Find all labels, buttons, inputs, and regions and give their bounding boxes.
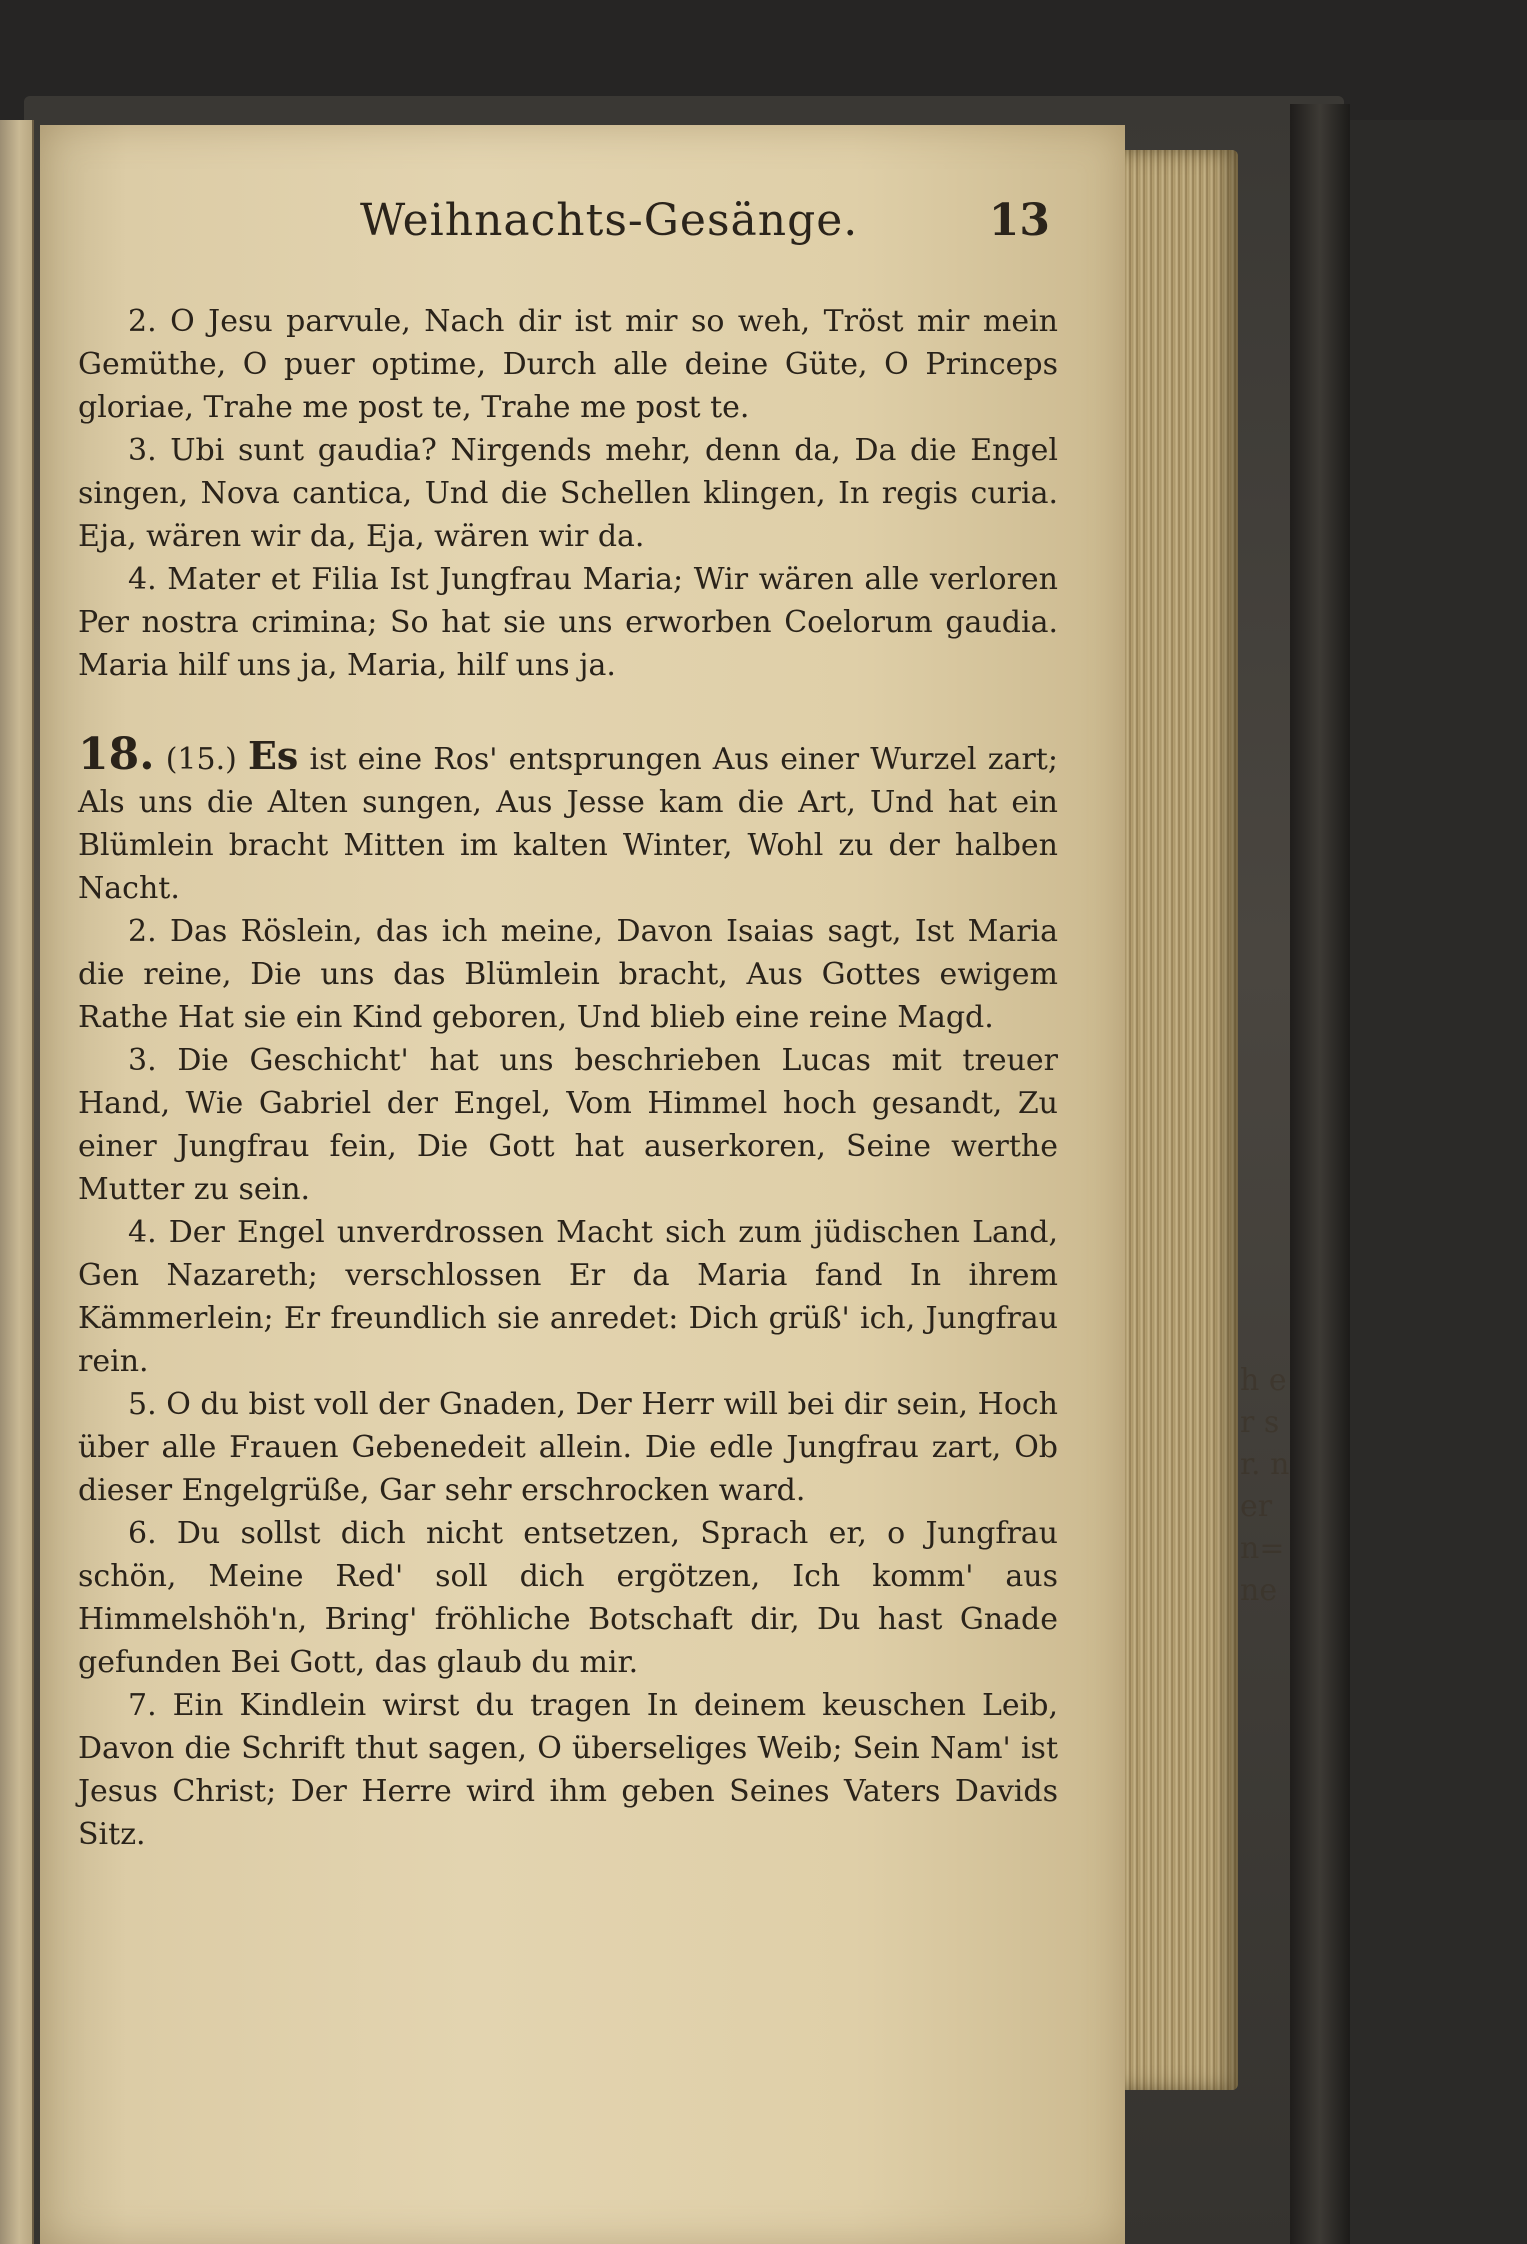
show-through-text: h e r s r. n er n= ne	[1240, 1363, 1290, 1608]
hymn-number: 18.	[78, 729, 155, 780]
page-number: 13	[988, 195, 1050, 246]
verse: 2. Das Röslein, das ich meine, Davon Isaias sagt, Ist Maria die reine, Die uns das Blümlein bracht, Aus Gottes ewigem Rathe Hat sie ein Kind geboren, Und blieb eine reine Magd.	[78, 914, 1058, 1035]
verse: 6. Du sollst dich nicht entsetzen, Sprach er, o Jungfrau schön, Meine Red' soll dich ergötzen, Ich komm' aus Himmelshöh'n, Bring' fröhliche Botschaft dir, Du hast Gnade gefunden Bei Gott, das glaub du mir.	[78, 1516, 1058, 1680]
page-text	[78, 300, 1058, 2060]
page-header	[360, 195, 1060, 255]
verse: 2. O Jesu parvule, Nach dir ist mir so weh, Tröst mir mein Gemüthe, O puer optime, Durch alle deine Güte, O Princeps gloriae, Trahe me post te, Trahe me post te.	[78, 304, 1058, 425]
verse: 4. Mater et Filia Ist Jungfrau Maria; Wir wären alle verloren Per nostra crimina; So hat sie uns erworben Coelorum gaudia. Maria hilf uns ja, Maria, hilf uns ja.	[78, 562, 1058, 683]
hymn-dropcap: Es	[247, 733, 299, 778]
hymn-first-verse-text: ist eine Ros' entsprungen Aus einer Wurzel zart; Als uns die Alten sungen, Aus Jesse kam die Art, Und hat ein Blümlein bracht Mitten im kalten Winter, Wohl zu der halben Nacht.	[78, 742, 1058, 906]
hymn-first-verse	[78, 729, 1058, 910]
cover-edge	[1290, 104, 1350, 2244]
running-head: Weihnachts-Gesänge.	[360, 195, 859, 246]
verse: 3. Die Geschicht' hat uns beschrieben Lucas mit treuer Hand, Wie Gabriel der Engel, Vom Himmel hoch gesandt, Zu einer Jungfrau fein, Die Gott hat auserkoren, Seine werthe Mutter zu sein.	[78, 1043, 1058, 1207]
verse: 7. Ein Kindlein wirst du tragen In deinem keuschen Leib, Davon die Schrift thut sagen, O überseliges Weib; Sein Nam' ist Jesus Christ; Der Herre wird ihm geben Seines Vaters Davids Sitz.	[78, 1688, 1058, 1852]
page-block-edges	[1118, 150, 1238, 2090]
verse: 5. O du bist voll der Gnaden, Der Herr will bei dir sein, Hoch über alle Frauen Gebenedeit allein. Die edle Jungfrau zart, Ob dieser Engelgrüße, Gar sehr erschrocken ward.	[78, 1387, 1058, 1508]
verse: 3. Ubi sunt gaudia? Nirgends mehr, denn da, Da die Engel singen, Nova cantica, Und die Schellen klingen, In regis curia. Eja, wären wir da, Eja, wären wir da.	[78, 433, 1058, 554]
facing-page-edge	[0, 120, 34, 2244]
hymn-reference: (15.)	[165, 742, 237, 777]
verse: 4. Der Engel unverdrossen Macht sich zum jüdischen Land, Gen Nazareth; verschlossen Er da Maria fand In ihrem Kämmerlein; Er freundlich sie anredet: Dich grüß' ich, Jungfrau rein.	[78, 1215, 1058, 1379]
